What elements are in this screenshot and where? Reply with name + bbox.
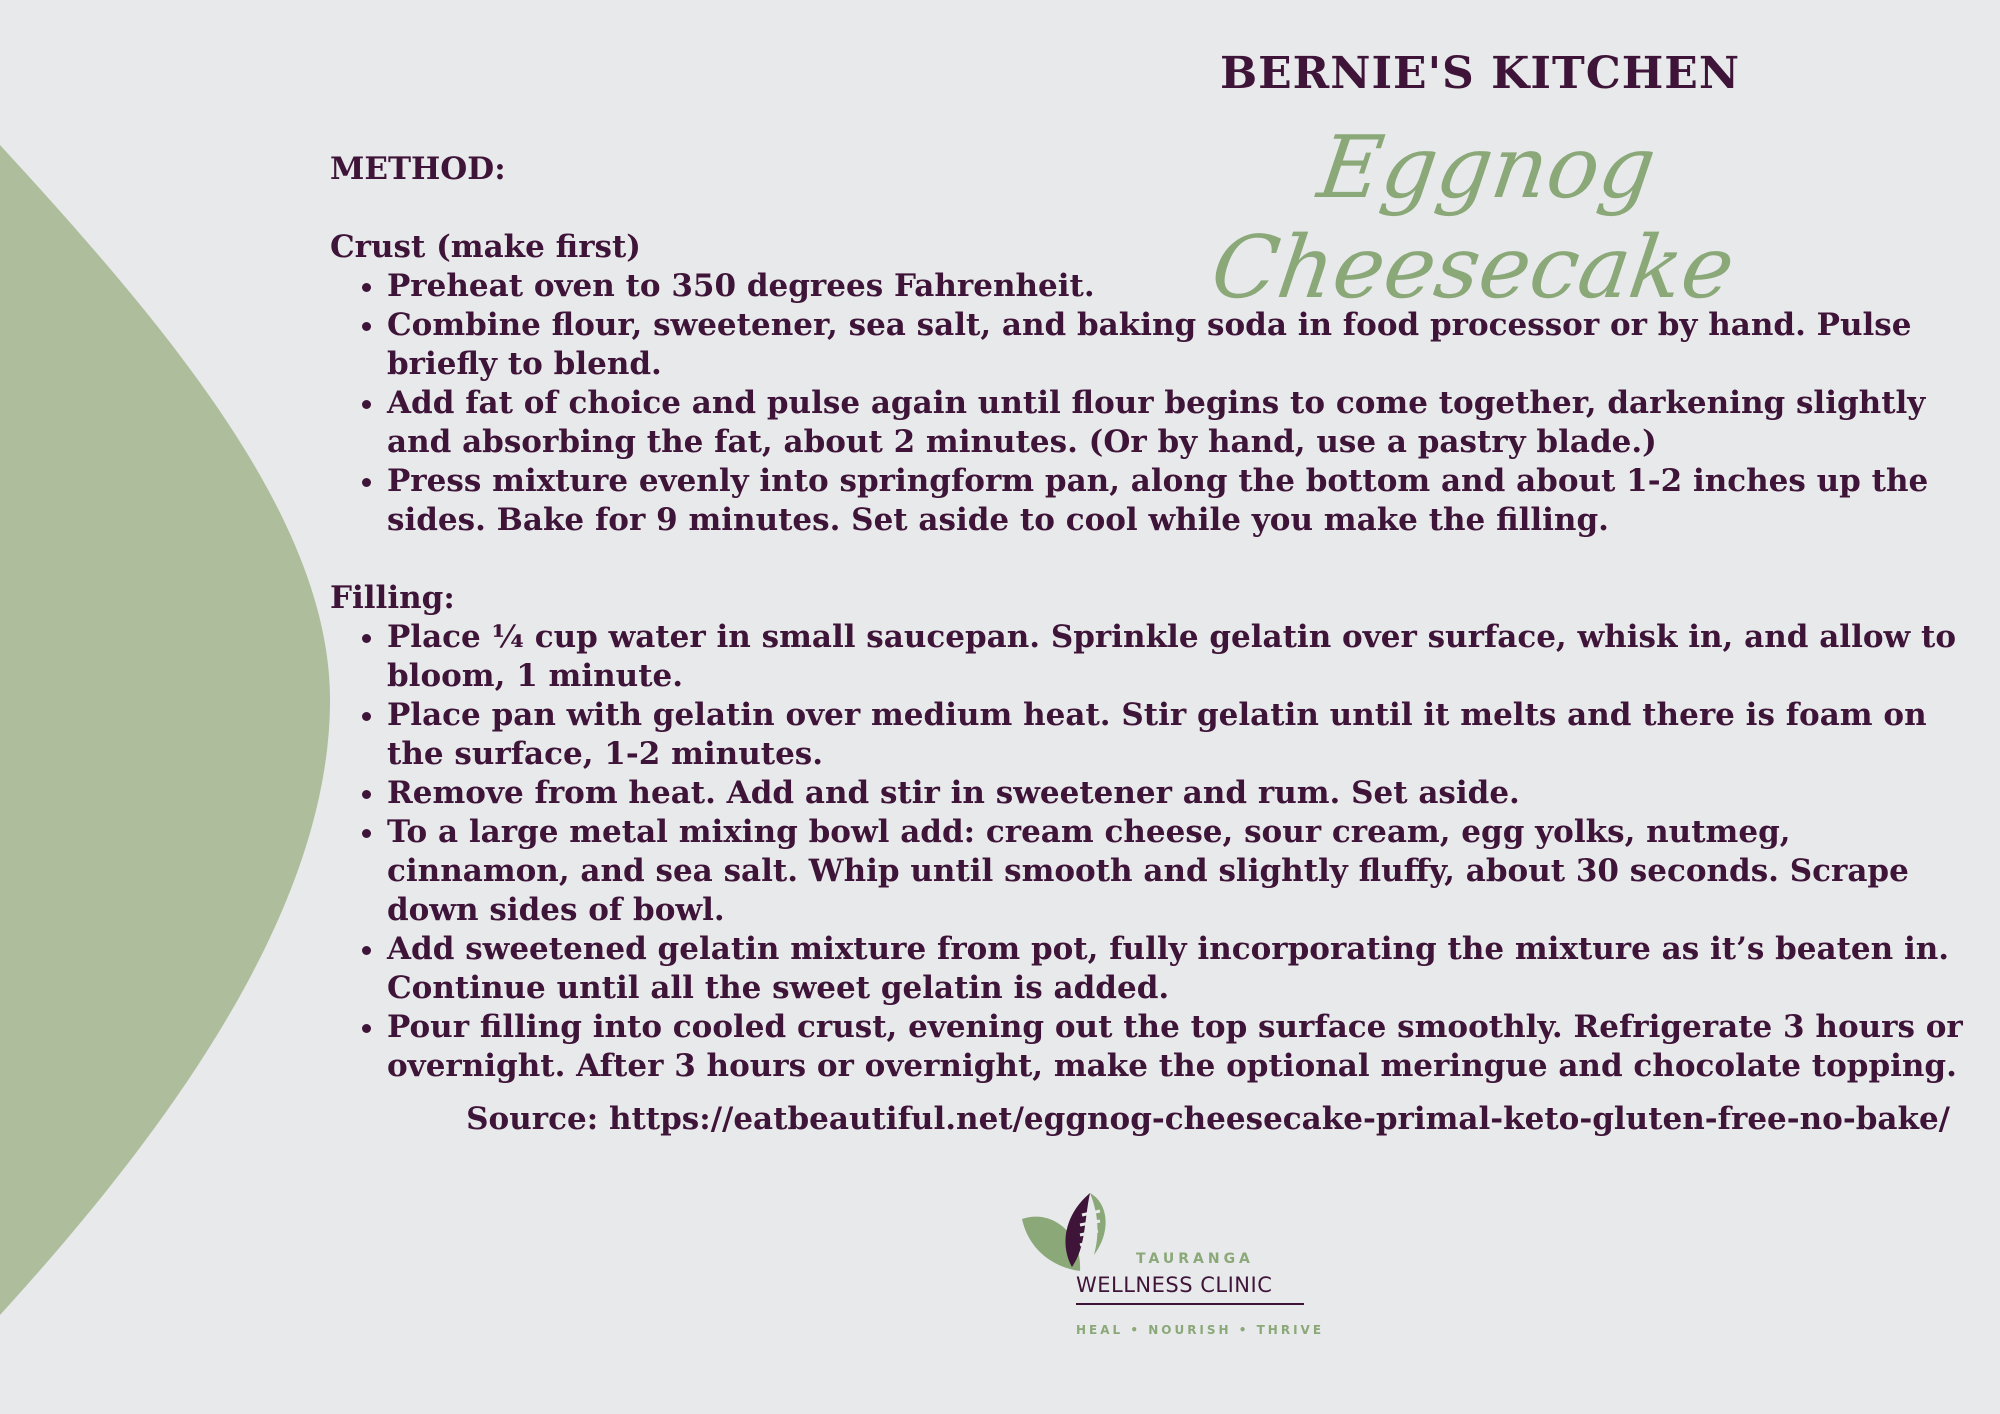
filling-heading: Filling:: [330, 580, 455, 616]
source-link[interactable]: Source: https://eatbeautiful.net/eggnog-cheesecake-primal-keto-gluten-free-no-bake/: [466, 1101, 1950, 1137]
list-item: • Combine flour, sweetener, sea salt, and baking soda in food processor or by hand. Pulse briefly to blend.: [387, 306, 1970, 384]
filling-steps: [330, 618, 1970, 1086]
list-item: • Pour filling into cooled crust, evening out the top surface smoothly. Refrigerate 3 hours or overnight. After 3 hours or overnight, make the optional meringue and chocolate topping.: [387, 1008, 1970, 1086]
list-item: • Remove from heat. Add and stir in sweetener and rum. Set aside.: [387, 774, 1970, 813]
leaf-icon: [1020, 1185, 1140, 1285]
list-item: • Place pan with gelatin over medium heat. Stir gelatin until it melts and there is foam on the surface, 1-2 minutes.: [387, 696, 1970, 774]
list-item: • Press mixture evenly into springform pan, along the bottom and about 1-2 inches up the sides. Bake for 9 minutes. Set aside to cool while you make the filling.: [387, 462, 1970, 540]
list-item: • Preheat oven to 350 degrees Fahrenheit.: [387, 267, 1970, 306]
list-item: • Add fat of choice and pulse again until flour begins to come together, darkening slightly and absorbing the fat, about 2 minutes. (Or by hand, use a pastry blade.): [387, 384, 1970, 462]
recipe-title: Eggnog Cheesecake: [1205, 118, 1741, 318]
list-item: • Add sweetened gelatin mixture from pot, fully incorporating the mixture as it’s beaten in. Continue until all the sweet gelatin is added.: [387, 930, 1970, 1008]
logo-name: WELLNESS CLINIC: [1076, 1273, 1273, 1297]
crust-steps: [330, 267, 1970, 540]
logo-tagline: HEAL • NOURISH • THRIVE: [1076, 1323, 1325, 1337]
crust-heading: Crust (make first): [330, 229, 641, 265]
list-item: • To a large metal mixing bowl add: cream cheese, sour cream, egg yolks, nutmeg, cinnamon, and sea salt. Whip until smooth and slightly fluffy, about 30 seconds. Scrape down sides of bowl.: [387, 813, 1970, 930]
decorative-green-shape: [0, 0, 340, 1414]
logo-top-text: TAURANGA: [1136, 1251, 1254, 1267]
kitchen-title: BERNIE'S KITCHEN: [1219, 48, 1741, 99]
logo-divider: [1076, 1303, 1304, 1305]
method-section: [330, 150, 1970, 1086]
method-label: METHOD:: [330, 151, 506, 187]
clinic-logo: [1020, 1185, 1325, 1345]
list-item: • Place ¼ cup water in small saucepan. Sprinkle gelatin over surface, whisk in, and allow to bloom, 1 minute.: [387, 618, 1970, 696]
